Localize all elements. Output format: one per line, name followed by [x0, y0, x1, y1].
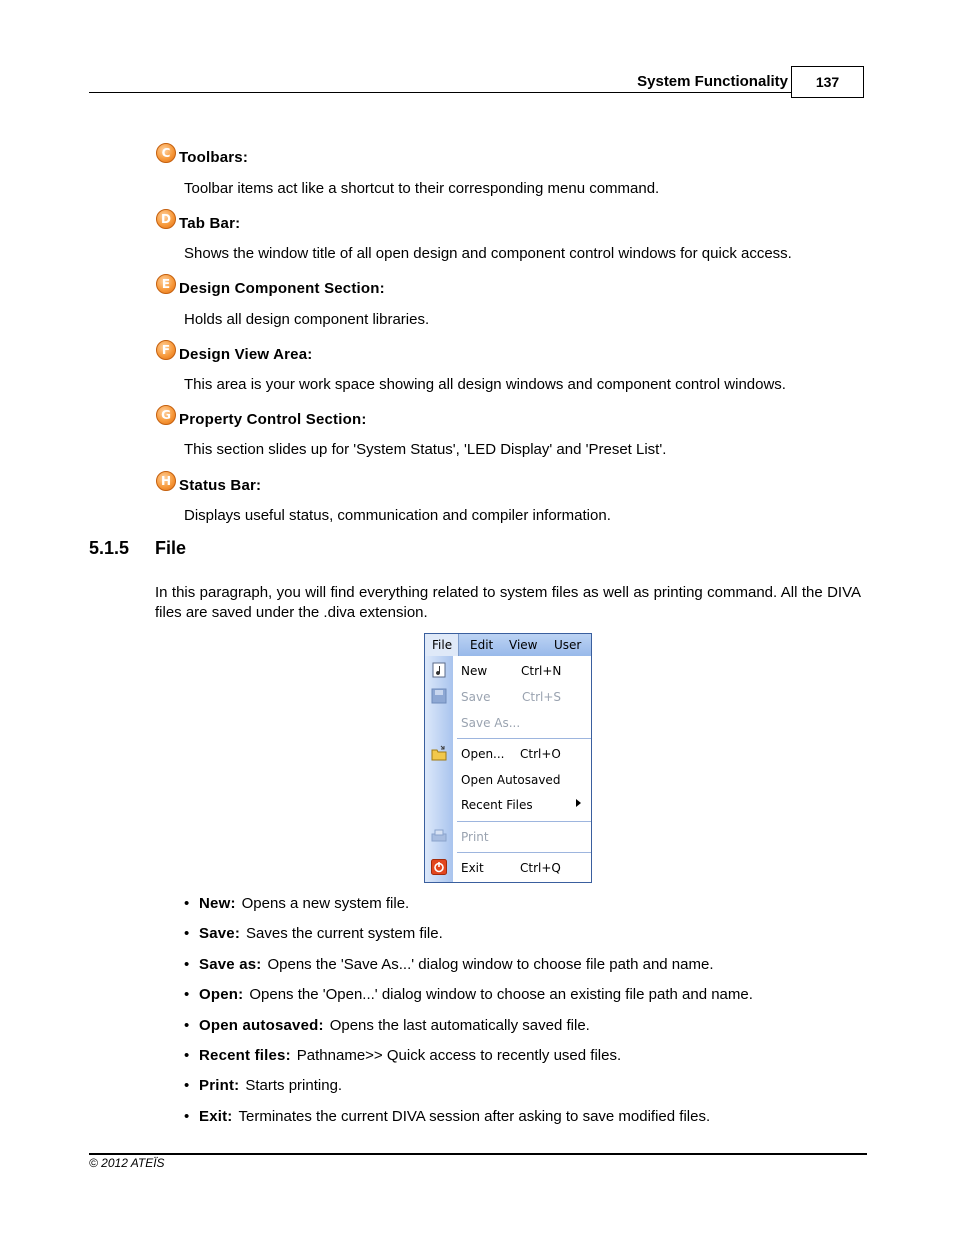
heading-number: 5.1.5 — [89, 538, 130, 558]
bullet-icon: • — [184, 925, 190, 942]
list-text: Opens the last automatically saved file. — [329, 1017, 590, 1034]
menu-item-recent-files[interactable]: Recent Files — [461, 798, 533, 812]
list-text: Starts printing. — [245, 1077, 343, 1094]
list-term: Print: — [199, 1077, 240, 1094]
menu-separator — [457, 821, 591, 822]
menu-separator — [457, 852, 591, 853]
menu-item-open[interactable]: Open... — [461, 747, 505, 761]
list-item — [184, 956, 714, 973]
menu-edit[interactable]: Edit — [470, 638, 494, 652]
bullet-icon: • — [184, 1108, 190, 1125]
shortcut-open: Ctrl+O — [520, 747, 561, 761]
exit-power-icon — [431, 859, 447, 875]
section-design-component — [156, 278, 385, 298]
list-text: Terminates the current DIVA session after asking to save modified files. — [238, 1108, 711, 1125]
header-rule — [89, 92, 792, 93]
section-design-view — [156, 344, 312, 364]
menu-item-save-as[interactable]: Save As... — [461, 716, 521, 730]
submenu-arrow-icon — [576, 799, 581, 807]
section-description: Holds all design component libraries. — [184, 311, 430, 328]
section-title: Property Control Section: — [179, 410, 367, 428]
badge-d-icon: D — [156, 209, 176, 229]
section-heading — [89, 538, 186, 559]
menu-file[interactable]: File — [432, 638, 453, 652]
list-text: Opens the 'Save As...' dialog window to choose file path and name. — [267, 956, 714, 973]
section-title: Design View Area: — [179, 345, 313, 363]
list-term: New: — [199, 895, 236, 912]
print-icon — [431, 828, 447, 844]
open-folder-icon — [431, 745, 447, 761]
list-text: Pathname>> Quick access to recently used files. — [296, 1047, 622, 1064]
menu-item-exit[interactable]: Exit — [461, 861, 484, 875]
list-item — [184, 1077, 342, 1094]
list-text: Saves the current system file. — [246, 925, 443, 942]
section-status-bar — [156, 475, 261, 495]
list-item — [184, 1047, 621, 1064]
section-toolbars — [156, 147, 248, 167]
list-text: Opens a new system file. — [241, 895, 410, 912]
list-term: Recent files: — [199, 1047, 291, 1064]
section-description: This area is your work space showing all design windows and component control windows. — [184, 376, 786, 393]
list-item — [184, 1108, 710, 1125]
list-text: Opens the 'Open...' dialog window to choose an existing file path and name. — [249, 986, 753, 1003]
bullet-icon: • — [184, 1017, 190, 1034]
section-tab-bar — [156, 213, 240, 233]
heading-title: File — [155, 538, 187, 558]
footer-copyright: © 2012 ATEÏS — [89, 1156, 165, 1170]
section-title: Status Bar: — [179, 476, 262, 494]
running-header-title: System Functionality — [637, 73, 788, 90]
menu-view[interactable]: View — [509, 638, 538, 652]
section-property-control — [156, 409, 367, 429]
menu-separator — [457, 738, 591, 739]
footer-rule — [89, 1153, 867, 1155]
section-title: Tab Bar: — [179, 214, 241, 232]
bullet-icon: • — [184, 1077, 190, 1094]
menu-item-open-autosaved[interactable]: Open Autosaved — [461, 773, 561, 787]
section-description: This section slides up for 'System Status', 'LED Display' and 'Preset List'. — [184, 441, 667, 458]
section-title: Toolbars: — [179, 148, 249, 166]
menu-bar — [425, 634, 591, 656]
section-description: Shows the window title of all open design and component control windows for quick access. — [184, 245, 792, 262]
menu-item-print[interactable]: Print — [461, 830, 489, 844]
section-title: Design Component Section: — [179, 279, 385, 297]
badge-c-icon: C — [156, 143, 176, 163]
new-file-icon — [431, 662, 447, 678]
badge-e-icon: E — [156, 274, 176, 294]
shortcut-new: Ctrl+N — [521, 664, 562, 678]
menu-user[interactable]: User — [554, 638, 582, 652]
badge-h-icon: H — [156, 471, 176, 491]
save-icon — [431, 688, 447, 704]
section-description: Toolbar items act like a shortcut to their corresponding menu command. — [184, 180, 660, 197]
bullet-icon: • — [184, 956, 190, 973]
list-item — [184, 986, 753, 1003]
list-item — [184, 895, 409, 912]
list-term: Open: — [199, 986, 244, 1003]
list-term: Save as: — [199, 956, 262, 973]
file-menu-screenshot — [424, 633, 592, 883]
bullet-icon: • — [184, 1047, 190, 1064]
list-item — [184, 1017, 590, 1034]
bullet-icon: • — [184, 986, 190, 1003]
menu-item-new[interactable]: New — [461, 664, 488, 678]
badge-f-icon: F — [156, 340, 176, 360]
shortcut-save: Ctrl+S — [522, 690, 562, 704]
intro-paragraph: In this paragraph, you will find everything related to system files as well as printing command. All the DIVA files are saved under the .diva extension. — [155, 584, 861, 621]
menu-item-save[interactable]: Save — [461, 690, 491, 704]
badge-g-icon: G — [156, 405, 176, 425]
list-item — [184, 925, 443, 942]
list-term: Open autosaved: — [199, 1017, 324, 1034]
shortcut-exit: Ctrl+Q — [520, 861, 561, 875]
list-term: Exit: — [199, 1108, 233, 1125]
page-number: 137 — [791, 66, 864, 98]
list-term: Save: — [199, 925, 241, 942]
section-description: Displays useful status, communication and compiler information. — [184, 507, 611, 524]
bullet-icon: • — [184, 895, 190, 912]
